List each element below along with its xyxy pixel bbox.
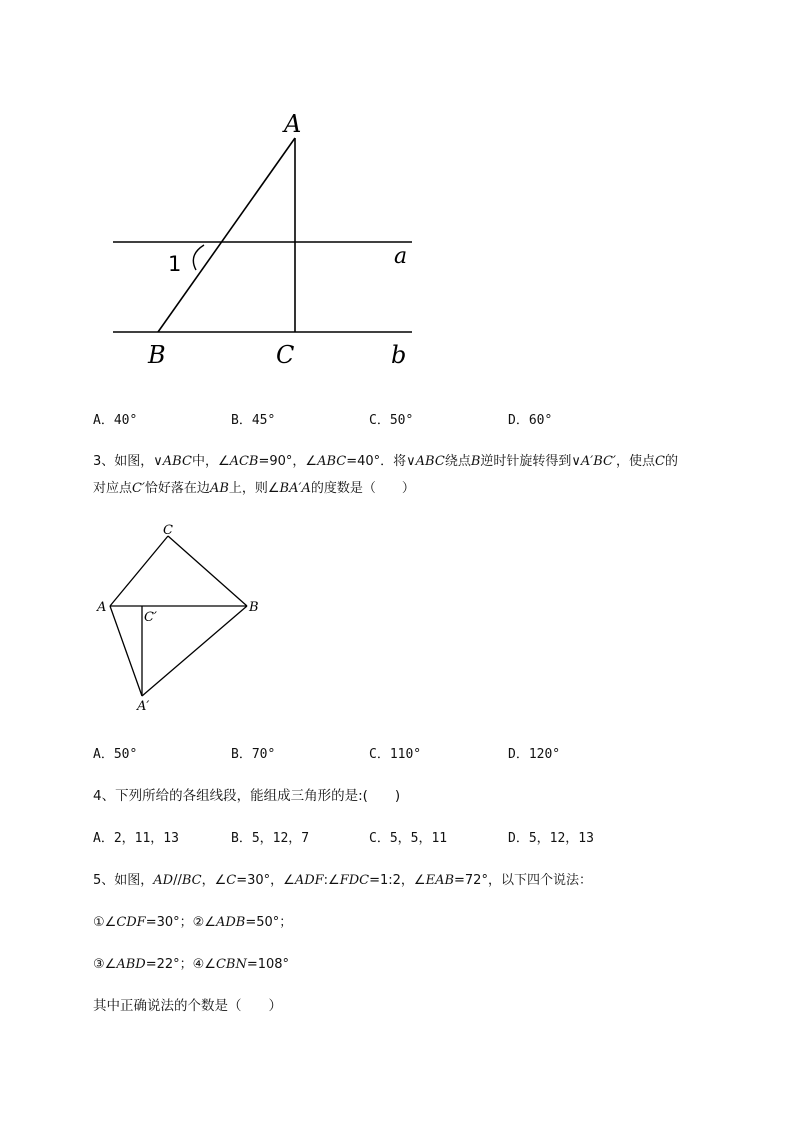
label-C-prime: C′ [144, 610, 157, 625]
q4-text: 4、下列所给的各组线段，能组成三角形的是:( ) [93, 788, 401, 804]
q5-statements-3-4: ③∠ABD=22°；④∠CBN=108° [93, 957, 290, 972]
segment-AprimeB [142, 606, 247, 696]
segment-AAprime [110, 606, 142, 696]
label-C: C [276, 341, 295, 369]
q3-option-d: D．120° [508, 747, 561, 762]
q2-option-c: C．50° [369, 413, 414, 428]
q5-question: 其中正确说法的个数是（ ） [93, 998, 282, 1014]
angle-1-arc [193, 245, 204, 270]
q3-option-b: B．70° [231, 747, 276, 762]
segment-AC [110, 536, 168, 606]
figure-rotation-triangle [92, 518, 272, 718]
q4-option-d: D．5，12，13 [508, 831, 594, 846]
label-A-prime: A′ [137, 699, 150, 714]
label-A: A [284, 110, 302, 138]
q3-line-1: 3、如图，∨ABC中，∠ACB=90°，∠ABC=40°．将∨ABC绕点B逆时针旋转得到∨A′BC′，使点C的 [93, 454, 678, 469]
label-1: 1 [168, 252, 182, 276]
segment-CB [168, 536, 247, 606]
label-C: C [163, 523, 173, 538]
label-B: B [148, 341, 166, 369]
q2-option-b: B．45° [231, 413, 276, 428]
label-a: a [394, 244, 408, 269]
q5-line-1: 5、如图，AD//BC，∠C=30°，∠ADF:∠FDC=1:2，∠EAB=72°，以下四个说法： [93, 873, 592, 888]
label-A: A [97, 600, 107, 615]
q4-option-c: C．5，5，11 [369, 831, 448, 846]
q3-option-a: A．50° [93, 747, 138, 762]
label-B: B [249, 600, 259, 615]
q2-option-d: D．60° [508, 413, 553, 428]
q5-statements-1-2: ①∠CDF=30°；②∠ADB=50°； [93, 915, 293, 930]
figure-parallel-lines [100, 105, 430, 380]
q4-option-a: A．2，11，13 [93, 831, 179, 846]
q2-option-a: A．40° [93, 413, 138, 428]
q3-option-c: C．110° [369, 747, 422, 762]
q3-line-2: 对应点C′恰好落在边AB上，则∠BA′A的度数是（ ） [93, 481, 415, 496]
q4-option-b: B．5，12，7 [231, 831, 310, 846]
segment-AB [158, 138, 295, 332]
label-b: b [391, 341, 407, 369]
